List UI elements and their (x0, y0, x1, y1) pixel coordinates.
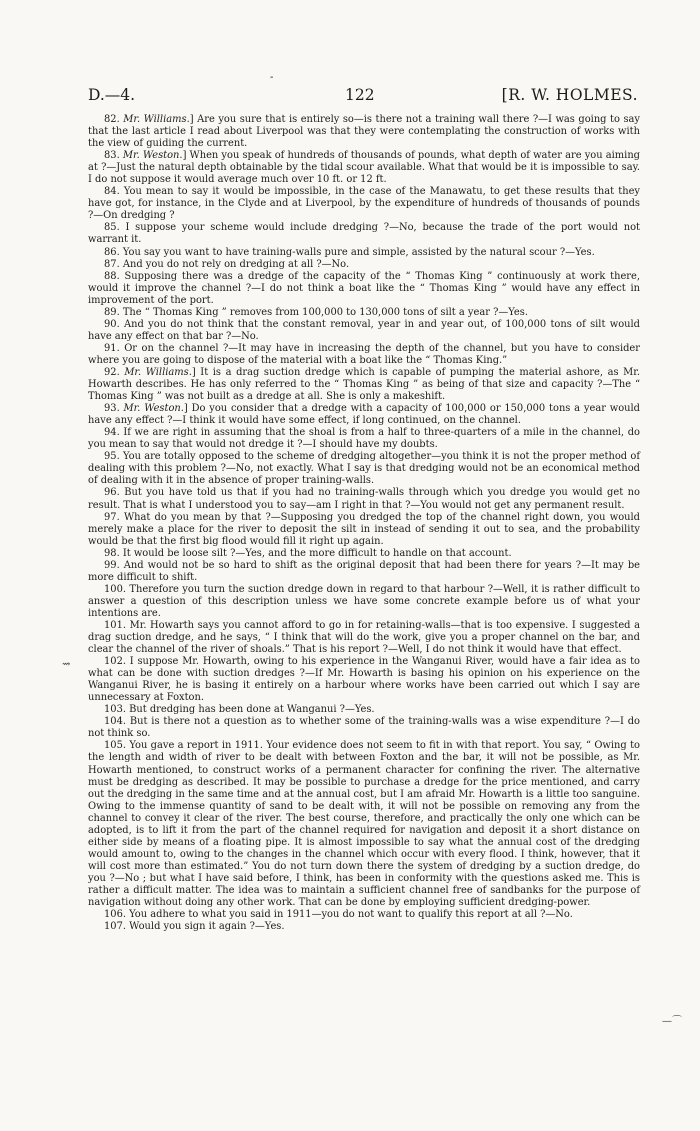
testimony-paragraph (88, 319, 640, 343)
right-margin-mark: —⌒ (662, 1016, 682, 1027)
testimony-paragraph (88, 656, 640, 704)
testimony-paragraph (88, 921, 640, 933)
paragraph-text: 102. I suppose Mr. Howarth, owing to his experience in the Wanganui River, would have a fair idea as to what can be done with suction dredges ?—If Mr. Howarth is basing his opinion on his experience on the Wanganui River, he is basing it entirely on a harbour where works have been carried out which I say are unnecessary at Foxton. (88, 656, 640, 704)
question-number: 93. (104, 403, 124, 415)
testimony-paragraph (88, 512, 640, 548)
testimony-paragraph (88, 259, 640, 271)
questioner-name: Mr. Williams. (123, 114, 190, 125)
testimony-paragraph (88, 620, 640, 656)
paragraph-text: 105. You gave a report in 1911. Your evidence does not seem to fit in with that report. You say, “ Owing to the length and width of river to be dealt with between Foxton and the bar, it will not be possible, as Mr. Howarth mentioned, to construct works of a permanent character for confining the river. The alternative must be dredging as described. It may be possible to purchase a dredge for the price mentioned, and carry out the dredging in the same time and at the annual cost, but I am afraid Mr. Howarth is a little too sanguine. Owing to the immense quantity of sand to be dealt with, it will not be possible on removing any from the channel to convey it clear of the river. The best course, therefore, and practically the only one which can be adopted, is to lift it from the part of the channel required for navigation and deposit it a short distance on either side by means of a floating pipe. It is almost impossible to say what the annual cost of the dredging would amount to, owing to the changes in the channel which occur with every flood. I think, however, that it will cost more than estimated.” You do not turn down there the system of dredging by a suction dredge, do you ?—No ; but what I have said before, I think, has been in conformity with the questions asked me. This is rather a difficult matter. The idea was to maintain a sufficient channel free of sandbanks for the purpose of navigation without doing any other work. That can be done by employing sufficient dredging-power. (88, 740, 640, 909)
paragraph-text: 91. Or on the channel ?—It may have in increasing the depth of the channel, but you have to consider where you are going to dispose of the material with a boat like the “ Thomas King.” (88, 342, 640, 366)
question-number: 83. (104, 150, 123, 162)
paragraph-text: 99. And would not be so hard to shift as the original deposit that had been there for years ?—It may be more difficult to shift. (88, 559, 640, 583)
page-header (88, 86, 638, 108)
testimony-paragraph (88, 222, 640, 246)
paragraph-text: 84. You mean to say it would be impossible, in the case of the Manawatu, to get these results that they have got, for instance, in the Clyde and at Liverpool, by the expenditure of hundreds of thousands of pounds ?—On dredging ? (88, 186, 640, 222)
testimony-paragraph (88, 548, 640, 560)
paragraph-text: 89. The “ Thomas King ” removes from 100,000 to 130,000 tons of silt a year ?—Yes. (104, 306, 528, 318)
paragraph-text: 96. But you have told us that if you had no training-walls through which you dredge you would get no result. That is what I understood you to say—am I right in that ?—You would not get any permanent result. (88, 487, 640, 511)
testimony-paragraph (88, 247, 640, 259)
paragraph-text: ] It is a drag suction dredge which is capable of pumping the material ashore, as Mr. Howarth describes. He has only referred to the “ Thomas King ” as being of that size and capacity ?—The “ Thomas King ” was not built as a dredge at all. She is only a makeshift. (88, 366, 641, 403)
testimony-paragraph (88, 740, 640, 909)
questioner-name: Mr. Weston. (122, 150, 183, 162)
paragraph-text: 107. Would you sign it again ?—Yes. (104, 921, 285, 933)
left-margin-mark: ⇝ (62, 659, 71, 670)
testimony-paragraph (88, 427, 640, 451)
paragraph-text: 104. But is there not a question as to whether some of the training-walls was a wise expenditure ?—I do not think so. (88, 716, 640, 740)
paragraph-text: 85. I suppose your scheme would include dredging ?—No, because the trade of the port would not warrant it. (88, 222, 640, 246)
question-number: 82. (104, 114, 124, 125)
testimony-paragraph (88, 704, 640, 716)
testimony-paragraph (88, 186, 640, 222)
paragraph-text: ] Are you sure that is entirely so—is there not a training wall there ?—I was going to say that the last article I read about Liverpool was that they were contemplating the construction of works with the view of guiding the current. (88, 114, 641, 150)
testimony-paragraph (88, 150, 640, 186)
testimony-paragraph (88, 560, 640, 584)
testimony-body (88, 114, 640, 933)
paragraph-text: ] Do you consider that a dredge with a capacity of 100,000 or 150,000 tons a year would have any effect ?—I think it would have some effect, if long continued, on the channel. (88, 403, 640, 427)
document-code: D.—4. (88, 86, 136, 104)
witness-name: [R. W. HOLMES. (501, 86, 638, 104)
questioner-name: Mr. Weston. (123, 403, 184, 415)
paragraph-text: 103. But dredging has been done at Wanganui ?—Yes. (104, 704, 375, 716)
testimony-paragraph (88, 909, 640, 921)
testimony-paragraph (88, 114, 640, 150)
paragraph-text: 86. You say you want to have training-walls pure and simple, assisted by the natural scour ?—Yes. (104, 246, 595, 258)
testimony-paragraph (88, 487, 640, 511)
paragraph-text: 88. Supposing there was a dredge of the capacity of the “ Thomas King ” continuously at work there, would it improve the channel ?—I do not think a boat like the “ Thomas King ” would have any effect in improvement of the port. (88, 270, 640, 306)
testimony-paragraph (88, 403, 640, 427)
testimony-paragraph (88, 716, 640, 740)
testimony-paragraph (88, 584, 640, 620)
page-number: 122 (345, 86, 375, 104)
paragraph-text: 98. It would be loose silt ?—Yes, and the more difficult to handle on that account. (104, 547, 512, 559)
testimony-paragraph (88, 271, 640, 307)
page-top-mark: - (270, 72, 274, 83)
paragraph-text: 90. And you do not think that the constant removal, year in and year out, of 100,000 tons of silt would have any effect on that bar ?—No. (88, 318, 640, 342)
questioner-name: Mr. Williams. (124, 366, 192, 378)
paragraph-text: 101. Mr. Howarth says you cannot afford to go in for retaining-walls—that is too expensive. I suggested a drag suction dredge, and he says, “ I think that will do the work, give you a proper channel on the bar, and clear the channel of the river of shoals.” That is his report ?—Well, I do not think it would have that effect. (88, 619, 640, 656)
question-number: 92. (104, 366, 125, 378)
paragraph-text: 87. And you do not rely on dredging at all ?—No. (104, 258, 350, 270)
paragraph-text: 100. Therefore you turn the suction dredge down in regard to that harbour ?—Well, it is rather difficult to answer a question of this description unless we have some concrete example before us of what your intentions are. (88, 583, 640, 619)
testimony-paragraph (88, 343, 640, 367)
paragraph-text: 97. What do you mean by that ?—Supposing you dredged the top of the channel right down, you would merely make a place for the river to deposit the silt in instead of sending it out to sea, and the probability would be that the first big flood would fill it right up again. (88, 511, 640, 547)
paragraph-text: ] When you speak of hundreds of thousands of pounds, what depth of water are you aiming at ?—Just the natural depth obtainable by the tidal scour available. What that would be it is impossible to say. I do not suppose it would average much over 10 ft. or 12 ft. (88, 150, 640, 186)
paragraph-text: 95. You are totally opposed to the scheme of dredging altogether—you think it is not the proper method of dealing with this problem ?—No, not exactly. What I say is that dredging would not be an economical method of dealing with it in the absence of proper training-walls. (88, 451, 640, 487)
paragraph-text: 106. You adhere to what you said in 1911—you do not want to qualify this report at all ?—No. (104, 909, 573, 921)
paragraph-text: 94. If we are right in assuming that the shoal is from a half to three-quarters of a mile in the channel, do you mean to say that would not dredge it ?—I should have my doubts. (88, 427, 640, 451)
testimony-paragraph (88, 307, 640, 319)
testimony-paragraph (88, 451, 640, 487)
testimony-paragraph (88, 367, 640, 403)
